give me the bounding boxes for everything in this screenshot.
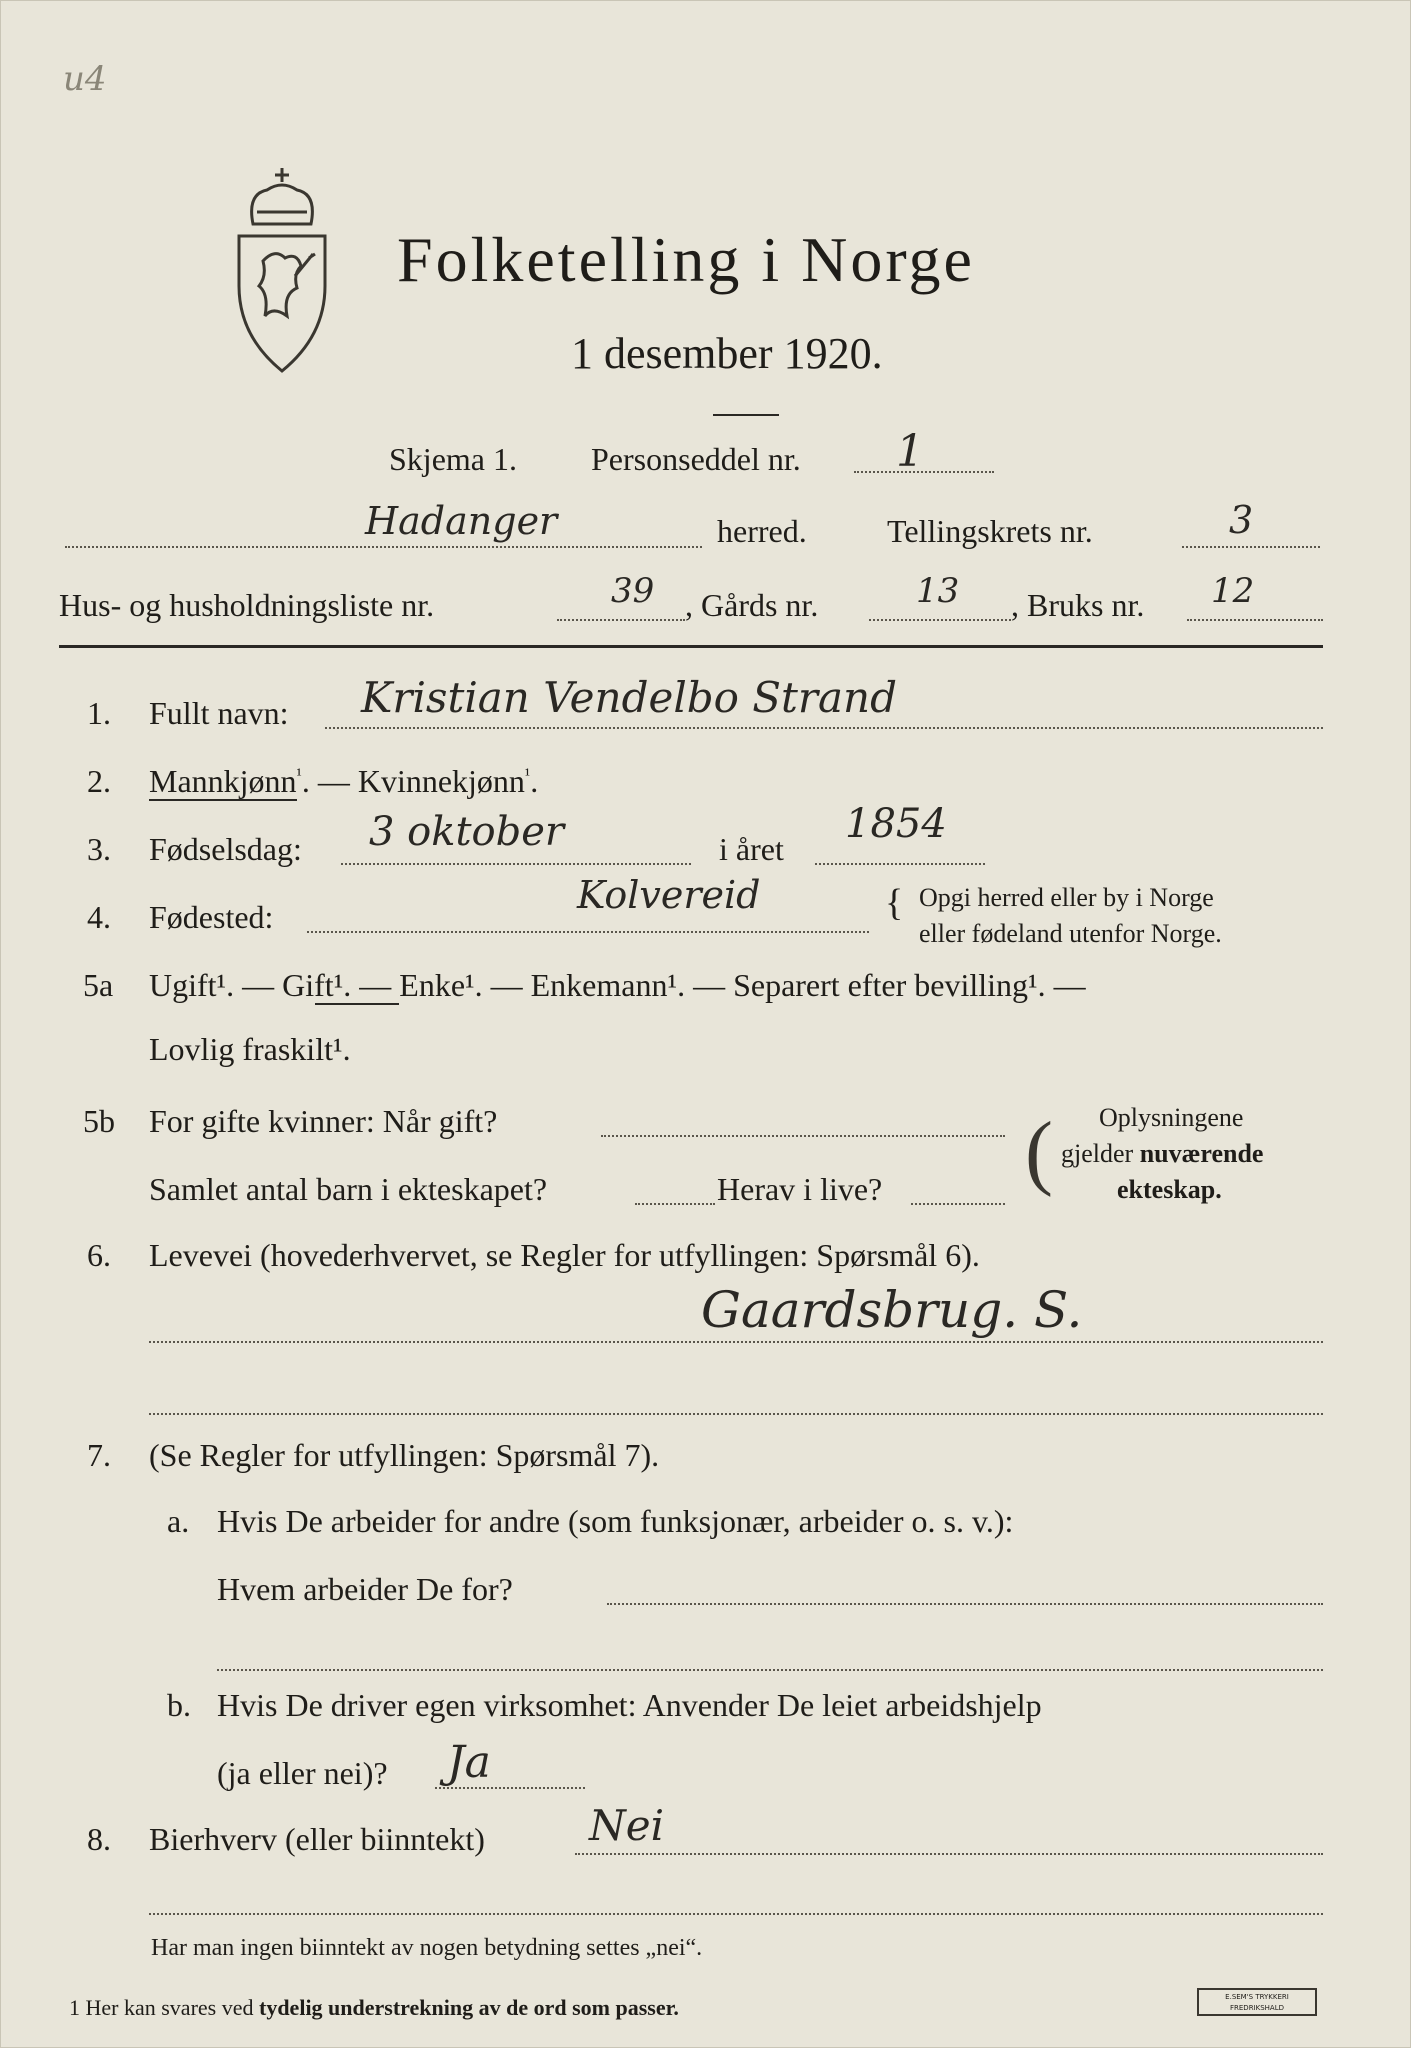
- personseddel-value: 1: [896, 426, 924, 477]
- q5b-note-line3: ekteskap.: [1117, 1175, 1222, 1204]
- herred-label: herred.: [717, 513, 807, 549]
- skjema-label: Skjema 1.: [389, 441, 517, 477]
- q4-label: Fødested:: [149, 899, 274, 935]
- herred-value: Hadanger: [365, 499, 558, 543]
- gift-underline: [315, 1003, 399, 1005]
- form-title: Folketelling i Norge: [397, 224, 975, 295]
- q6-value: Gaardsbrug. S.: [701, 1281, 1083, 1339]
- title-rule: [713, 414, 779, 416]
- q3-year-label: i året: [719, 831, 784, 867]
- q2-options: Mannkjønn$^{^1}$. — Kvinnekjønn$^{^1}$.: [149, 763, 539, 799]
- q4-note-line2: eller fødeland utenfor Norge.: [919, 919, 1222, 948]
- q7-number: 7.: [87, 1437, 111, 1473]
- bruks-value: 12: [1211, 571, 1255, 611]
- form-date: 1 desember 1920.: [571, 329, 883, 378]
- q4-note-line1: Opgi herred eller by i Norge: [919, 883, 1214, 912]
- q5a-line2: Lovlig fraskilt¹.: [149, 1031, 351, 1067]
- q5b-line1: For gifte kvinner: Når gift?: [149, 1103, 498, 1139]
- q6-label: Levevei (hovederhvervet, se Regler for utfyllingen: Spørsmål 6).: [149, 1237, 980, 1273]
- q4-brace: {: [885, 882, 904, 924]
- q3-year-value: 1854: [845, 801, 947, 847]
- q3-number: 3.: [87, 831, 111, 867]
- q2-female: Kvinnekjønn: [357, 763, 525, 799]
- q5a-number: 5a: [83, 967, 114, 1003]
- gards-label: , Gårds nr.: [685, 587, 819, 623]
- tellingskrets-value: 3: [1229, 498, 1254, 542]
- q8-label: Bierhverv (eller biinntekt): [149, 1821, 485, 1857]
- q5a-line1: Ugift¹. — Gift¹. — Enke¹. — Enkemann¹. — Separert efter bevilling¹. —: [149, 967, 1086, 1003]
- tellingskrets-label: Tellingskrets nr.: [887, 513, 1093, 549]
- q1-label: Fullt navn:: [149, 695, 289, 731]
- q7b-value: Ja: [447, 1737, 491, 1788]
- q5b-line2a: Samlet antal barn i ekteskapet?: [149, 1171, 548, 1207]
- coat-of-arms-icon: [223, 166, 341, 376]
- hus-value: 39: [611, 571, 655, 611]
- q4-value: Kolvereid: [577, 873, 761, 917]
- q7-label: (Se Regler for utfyllingen: Spørsmål 7).: [149, 1437, 660, 1473]
- q3-label: Fødselsdag:: [149, 831, 302, 867]
- q7a-letter: a.: [167, 1503, 190, 1539]
- q5b-brace: (: [1025, 1105, 1053, 1198]
- footer-note: Har man ingen biinntekt av nogen betydning settes „nei“.: [151, 1935, 703, 1961]
- q5b-line2b: Herav i live?: [717, 1171, 883, 1207]
- footnote: 1 Her kan svares ved tydelig understrekning av de ord som passer.: [69, 1995, 679, 2020]
- q5b-note-line1: Oplysningene: [1099, 1103, 1244, 1132]
- corner-note: u4: [63, 59, 107, 99]
- q7b-line2: (ja eller nei)?: [217, 1755, 388, 1791]
- q7b-line1: Hvis De driver egen virksomhet: Anvender De leiet arbeidshjelp: [217, 1687, 1042, 1723]
- q7a-line2: Hvem arbeider De for?: [217, 1571, 513, 1607]
- header-divider: [59, 645, 1323, 648]
- gards-value: 13: [916, 571, 960, 611]
- q6-number: 6.: [87, 1237, 111, 1273]
- q5b-number: 5b: [83, 1103, 115, 1139]
- q2-number: 2.: [87, 763, 111, 799]
- printer-mark: E.SEM'S TRYKKERI FREDRIKSHALD: [1197, 1988, 1317, 2016]
- q2-male: Mannkjønn: [149, 763, 297, 799]
- hus-label: Hus- og husholdningsliste nr.: [59, 587, 435, 623]
- q4-number: 4.: [87, 899, 111, 935]
- q1-value: Kristian Vendelbo Strand: [361, 673, 897, 722]
- personseddel-label: Personseddel nr.: [591, 441, 801, 477]
- q8-value: Nei: [589, 1801, 665, 1850]
- q7a-line1: Hvis De arbeider for andre (som funksjonær, arbeider o. s. v.):: [217, 1503, 1014, 1539]
- q5b-note-line2: gjelder nuværende: [1061, 1139, 1264, 1168]
- q8-number: 8.: [87, 1821, 111, 1857]
- q3-value: 3 oktober: [369, 809, 565, 855]
- bruks-label: , Bruks nr.: [1011, 587, 1145, 623]
- q7b-letter: b.: [167, 1687, 191, 1723]
- q1-number: 1.: [87, 695, 111, 731]
